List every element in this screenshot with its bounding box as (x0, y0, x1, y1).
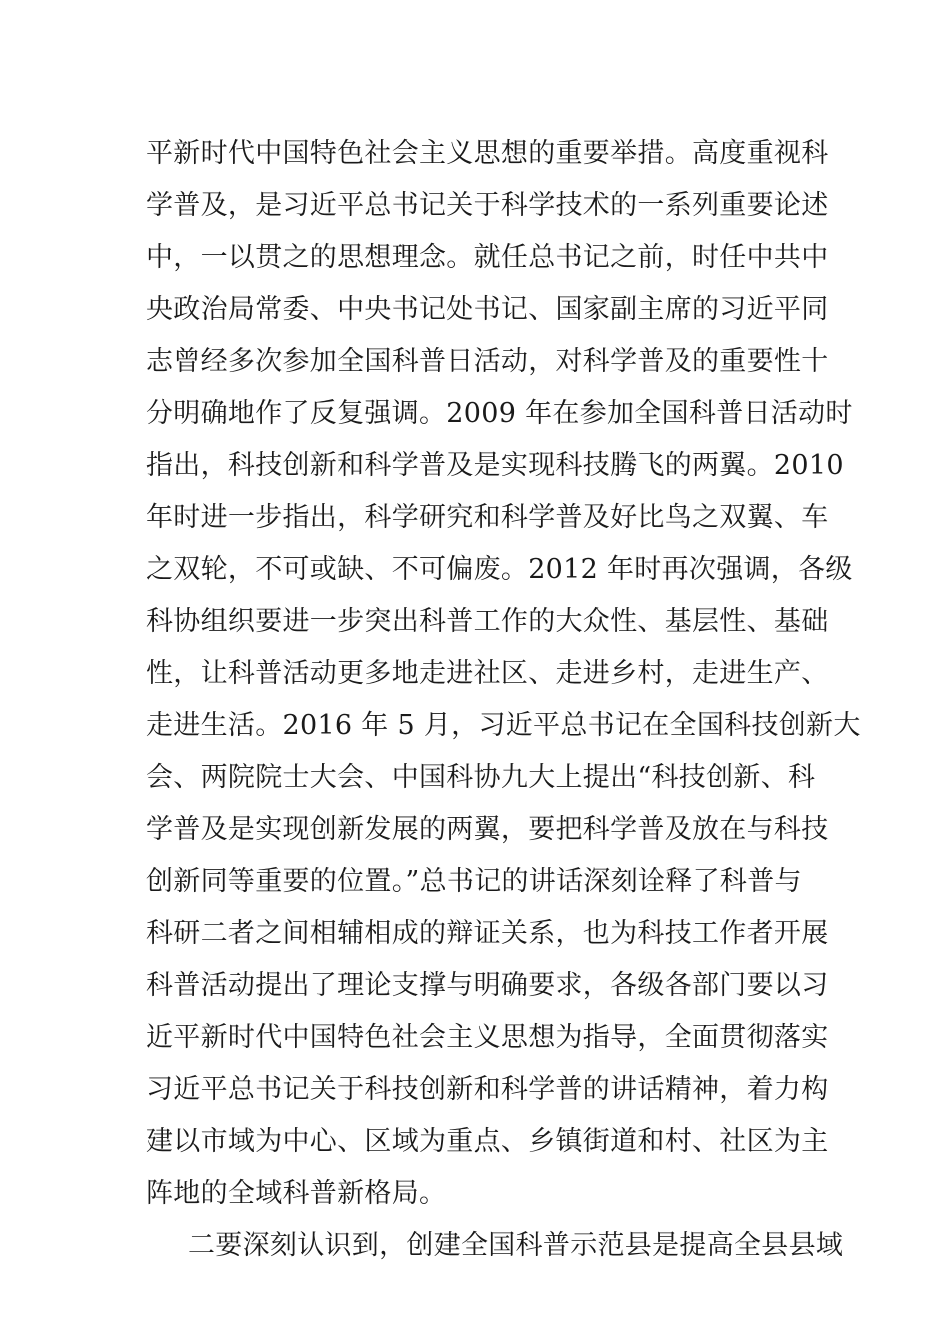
paragraph-start-line: 二要深刻认识到，创建全国科普示范县是提高全县县域 (188, 1230, 844, 1261)
text-line: 创新同等重要的位置。”总书记的讲话深刻诠释了科普与 (146, 866, 802, 897)
text-line: 建以市域为中心、区域为重点、乡镇街道和村、社区为主 (146, 1126, 829, 1157)
text-line: 会、两院院士大会、中国科协九大上提出“科技创新、科 (146, 762, 816, 793)
text-line: 之双轮，不可或缺、不可偏废。2012 年时再次强调，各级 (146, 554, 853, 585)
text-line: 科研二者之间相辅相成的辩证关系，也为科技工作者开展 (146, 918, 829, 949)
text-line: 近平新时代中国特色社会主义思想为指导，全面贯彻落实 (146, 1022, 829, 1053)
text-line: 习近平总书记关于科技创新和科学普的讲话精神，着力构 (146, 1074, 829, 1105)
text-line: 平新时代中国特色社会主义思想的重要举措。高度重视科 (146, 138, 829, 169)
body-text (146, 128, 861, 1272)
text-line: 分明确地作了反复强调。2009 年在参加全国科普日活动时 (146, 398, 853, 429)
text-line: 科普活动提出了理论支撑与明确要求，各级各部门要以习 (146, 970, 829, 1001)
text-line: 央政治局常委、中央书记处书记、国家副主席的习近平同 (146, 294, 829, 325)
text-line: 年时进一步指出，科学研究和科学普及好比鸟之双翼、车 (146, 502, 829, 533)
text-line: 中，一以贯之的思想理念。就任总书记之前，时任中共中 (146, 242, 829, 273)
text-line: 志曾经多次参加全国科普日活动，对科学普及的重要性十 (146, 346, 829, 377)
text-line: 走进生活。2016 年 5 月，习近平总书记在全国科技创新大 (146, 710, 861, 741)
text-line: 学普及，是习近平总书记关于科学技术的一系列重要论述 (146, 190, 829, 221)
text-line: 学普及是实现创新发展的两翼，要把科学普及放在与科技 (146, 814, 829, 845)
text-line: 指出，科技创新和科学普及是实现科技腾飞的两翼。2010 (146, 450, 844, 481)
text-line: 阵地的全域科普新格局。 (146, 1178, 447, 1209)
text-line: 性，让科普活动更多地走进社区、走进乡村，走进生产、 (146, 658, 829, 689)
text-line: 科协组织要进一步突出科普工作的大众性、基层性、基础 (146, 606, 829, 637)
